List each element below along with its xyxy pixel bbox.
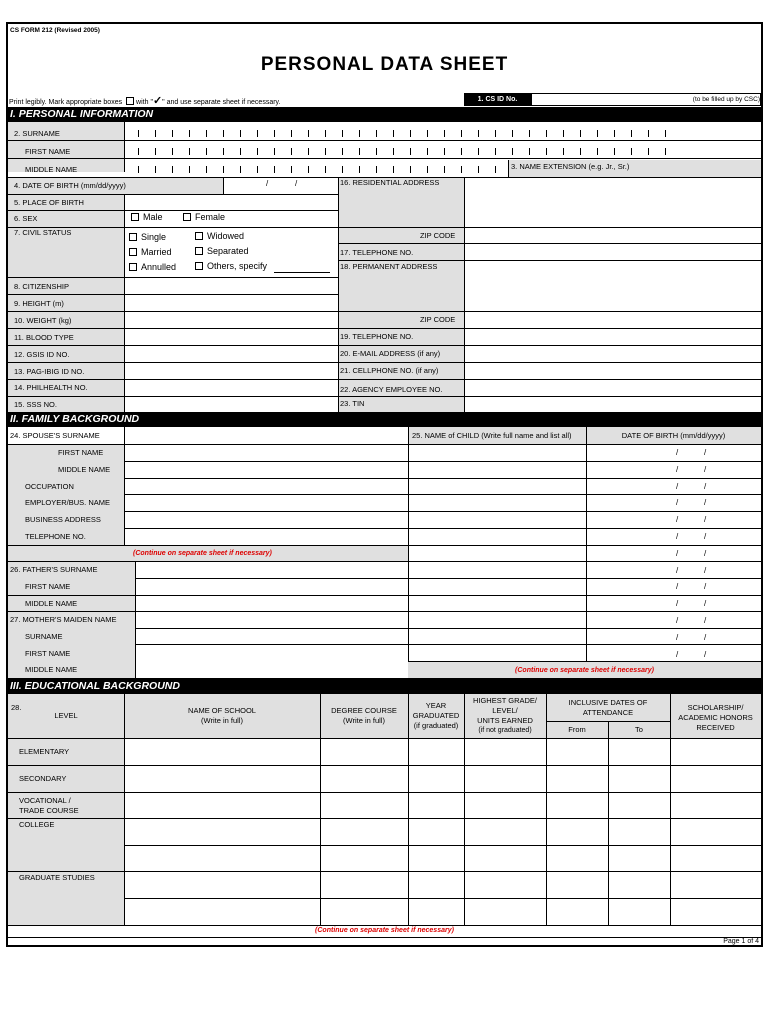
name-box-tick <box>376 130 377 137</box>
name-box-tick <box>325 130 326 137</box>
name-box-tick <box>155 148 156 155</box>
level-secondary: SECONDARY <box>19 774 67 783</box>
name-box-tick <box>427 130 428 137</box>
name-box-tick <box>274 130 275 137</box>
name-box-tick <box>512 148 513 155</box>
tin-label: 23. TIN <box>340 399 365 408</box>
checkbox-sample-icon <box>126 97 134 105</box>
mother-first-name-label: FIRST NAME <box>25 649 71 658</box>
occupation-label: OCCUPATION <box>25 482 74 491</box>
telephone-19-label: 19. TELEPHONE NO. <box>340 332 414 341</box>
scholarship-header-2: ACADEMIC HONORS <box>678 713 753 722</box>
checkbox-icon[interactable] <box>131 213 139 221</box>
name-box-tick <box>546 148 547 155</box>
name-box-tick <box>342 166 343 173</box>
degree-subheader: (Write in full) <box>343 716 385 725</box>
sss-label: 15. SSS NO. <box>14 400 57 409</box>
height-label: 9. HEIGHT (m) <box>14 299 64 308</box>
sex-male-option[interactable]: Male <box>131 213 163 222</box>
child-dob-slash: / <box>676 465 679 474</box>
civil-status-label: 7. CIVIL STATUS <box>14 228 72 237</box>
name-box-tick <box>206 130 207 137</box>
name-box-tick <box>478 166 479 173</box>
child-dob-slash: / <box>676 498 679 507</box>
name-box-tick <box>223 148 224 155</box>
name-box-tick <box>257 130 258 137</box>
name-box-tick <box>155 130 156 137</box>
child-dob-slash: / <box>704 465 707 474</box>
child-dob-slash: / <box>676 633 679 642</box>
name-box-tick <box>563 130 564 137</box>
child-dob-slash: / <box>704 515 707 524</box>
education-continue-note: (Continue on separate sheet if necessary) <box>315 927 454 934</box>
name-box-tick <box>189 130 190 137</box>
personal-data-sheet-form <box>6 22 763 947</box>
civil-others-option[interactable]: Others, specify <box>195 262 267 271</box>
spouse-continue-note: (Continue on separate sheet if necessary) <box>133 550 272 557</box>
child-dob-slash: / <box>704 633 707 642</box>
child-dob-slash: / <box>676 549 679 558</box>
civil-widowed-option[interactable]: Widowed <box>195 232 244 241</box>
name-box-tick <box>478 130 479 137</box>
level-vocational-1: VOCATIONAL / <box>19 796 71 805</box>
instruction-text: Print legibly. Mark appropriate boxes with "✓" and use separate sheet if necessary. <box>9 95 281 107</box>
agency-employee-label: 22. AGENCY EMPLOYEE NO. <box>340 385 443 394</box>
name-box-tick <box>427 166 428 173</box>
grade-header-2: LEVEL/ <box>492 706 518 715</box>
child-dob-slash: / <box>676 448 679 457</box>
civil-married-option[interactable]: Married <box>129 248 172 257</box>
level-vocational-2: TRADE COURSE <box>19 806 79 815</box>
dates-header-2: ATTENDANCE <box>582 708 634 717</box>
child-dob-slash: / <box>704 482 707 491</box>
name-box-tick <box>444 130 445 137</box>
name-box-tick <box>274 166 275 173</box>
name-box-tick <box>291 148 292 155</box>
grade-header-1: HIGHEST GRADE/ <box>472 696 538 705</box>
checkbox-icon[interactable] <box>129 248 137 256</box>
name-box-tick <box>495 166 496 173</box>
blood-type-label: 11. BLOOD TYPE <box>14 333 74 342</box>
name-box-tick <box>410 166 411 173</box>
checkbox-icon[interactable] <box>129 233 137 241</box>
child-dob-slash: / <box>676 582 679 591</box>
to-be-filled-note: (to be filled up by CSC) <box>692 96 760 103</box>
surname-label: 2. SURNAME <box>14 129 60 138</box>
name-box-tick <box>461 130 462 137</box>
name-box-tick <box>189 148 190 155</box>
name-box-tick <box>563 148 564 155</box>
name-box-tick <box>291 130 292 137</box>
year-header-1: YEAR <box>425 701 447 710</box>
name-box-tick <box>444 148 445 155</box>
employer-label: EMPLOYER/BUS. NAME <box>25 498 111 507</box>
name-box-tick <box>172 130 173 137</box>
child-dob-slash: / <box>676 650 679 659</box>
section-family-background: II. FAMILY BACKGROUND <box>8 412 761 427</box>
form-code: CS FORM 212 (Revised 2005) <box>10 27 100 34</box>
scholarship-header-3: RECEIVED <box>696 723 735 732</box>
section-personal-information: I. PERSONAL INFORMATION <box>8 107 761 122</box>
name-box-tick <box>631 130 632 137</box>
child-dob-slash: / <box>676 566 679 575</box>
child-dob-slash: / <box>676 616 679 625</box>
name-box-tick <box>189 166 190 173</box>
name-box-tick <box>410 148 411 155</box>
child-dob-slash: / <box>676 599 679 608</box>
sex-female-option[interactable]: Female <box>183 213 225 222</box>
name-box-tick <box>342 130 343 137</box>
name-box-tick <box>614 130 615 137</box>
child-dob-slash: / <box>704 498 707 507</box>
name-box-tick <box>495 130 496 137</box>
sex-label: 6. SEX <box>14 214 38 223</box>
child-dob-slash: / <box>704 448 707 457</box>
permanent-address-label: 18. PERMANENT ADDRESS <box>340 262 438 271</box>
level-header: LEVEL <box>54 711 78 720</box>
name-box-tick <box>308 130 309 137</box>
name-box-tick <box>393 130 394 137</box>
year-header-3: (if graduated) <box>413 721 459 730</box>
name-box-tick <box>376 166 377 173</box>
spouse-telephone-label: TELEPHONE NO. <box>25 532 86 541</box>
name-box-tick <box>223 130 224 137</box>
name-box-tick <box>597 148 598 155</box>
father-first-name-label: FIRST NAME <box>25 582 71 591</box>
name-box-tick <box>376 148 377 155</box>
name-box-tick <box>461 166 462 173</box>
name-box-tick <box>172 148 173 155</box>
civil-separated-option[interactable]: Separated <box>195 247 249 256</box>
child-dob-slash: / <box>676 532 679 541</box>
civil-annulled-option[interactable]: Annulled <box>129 263 176 272</box>
dob-label: 4. DATE OF BIRTH (mm/dd/yyyy) <box>14 181 126 190</box>
child-dob-slash: / <box>704 616 707 625</box>
name-box-tick <box>393 166 394 173</box>
name-box-tick <box>257 166 258 173</box>
name-box-tick <box>648 148 649 155</box>
name-box-tick <box>495 148 496 155</box>
name-box-tick <box>257 148 258 155</box>
name-box-tick <box>631 148 632 155</box>
name-box-tick <box>529 148 530 155</box>
child-dob-slash: / <box>704 566 707 575</box>
mother-middle-name-label: MIDDLE NAME <box>25 665 78 674</box>
cellphone-label: 21. CELLPHONE NO. (if any) <box>340 366 439 375</box>
name-box-tick <box>359 166 360 173</box>
checkbox-icon[interactable] <box>195 232 203 240</box>
children-continue-note: (Continue on separate sheet if necessary) <box>515 667 654 674</box>
pagibig-label: 13. PAG-IBIG ID NO. <box>14 367 85 376</box>
name-box-tick <box>580 148 581 155</box>
name-box-tick <box>461 148 462 155</box>
level-elementary: ELEMENTARY <box>19 747 70 756</box>
mother-surname-label: SURNAME <box>25 632 63 641</box>
name-box-tick <box>359 148 360 155</box>
father-middle-name-label: MIDDLE NAME <box>25 599 78 608</box>
place-of-birth-label: 5. PLACE OF BIRTH <box>14 198 84 207</box>
name-box-tick <box>665 130 666 137</box>
checkmark-icon: ✓ <box>152 95 163 107</box>
grade-header-4: (if not graduated) <box>478 727 532 734</box>
name-extension-label: 3. NAME EXTENSION (e.g. Jr., Sr.) <box>511 162 630 171</box>
checkbox-icon[interactable] <box>195 247 203 255</box>
spouse-middle-name-label: MIDDLE NAME <box>58 465 111 474</box>
grade-header-3: UNITS EARNED <box>477 716 533 725</box>
child-dob-slash: / <box>704 599 707 608</box>
name-box-tick <box>427 148 428 155</box>
child-dob-slash: / <box>704 650 707 659</box>
civil-single-option[interactable]: Single <box>129 233 166 242</box>
dates-header-1: INCLUSIVE DATES OF <box>568 698 648 707</box>
others-specify-line[interactable] <box>274 272 330 273</box>
business-address-label: BUSINESS ADDRESS <box>25 515 101 524</box>
level-graduate-studies: GRADUATE STUDIES <box>19 873 95 882</box>
from-header: From <box>568 725 586 734</box>
name-box-tick <box>665 148 666 155</box>
page-number: Page 1 of 4 <box>723 938 759 945</box>
name-box-tick <box>614 148 615 155</box>
name-box-tick <box>240 130 241 137</box>
degree-header: DEGREE COURSE <box>331 706 397 715</box>
name-box-tick <box>342 148 343 155</box>
school-subheader: (Write in full) <box>201 716 243 725</box>
level-college: COLLEGE <box>19 820 55 829</box>
checkbox-icon[interactable] <box>129 263 137 271</box>
name-box-tick <box>325 166 326 173</box>
dob-slash: / <box>266 179 269 188</box>
to-header: To <box>635 725 643 734</box>
year-header-2: GRADUATED <box>412 711 460 720</box>
name-box-tick <box>138 166 139 173</box>
residential-address-label: 16. RESIDENTIAL ADDRESS <box>340 178 440 187</box>
name-box-tick <box>393 148 394 155</box>
name-box-tick <box>155 166 156 173</box>
first-name-label: FIRST NAME <box>25 147 71 156</box>
telephone-17-label: 17. TELEPHONE NO. <box>340 248 414 257</box>
name-box-tick <box>138 130 139 137</box>
spouse-first-name-label: FIRST NAME <box>58 448 104 457</box>
scholarship-header-1: SCHOLARSHIP/ <box>687 703 744 712</box>
zip-code-2-label: ZIP CODE <box>420 315 456 324</box>
name-box-tick <box>597 130 598 137</box>
name-box-tick <box>512 130 513 137</box>
name-box-tick <box>529 130 530 137</box>
spouse-surname-label: 24. SPOUSE'S SURNAME <box>10 431 100 440</box>
name-box-tick <box>172 166 173 173</box>
name-box-tick <box>648 130 649 137</box>
name-box-tick <box>546 130 547 137</box>
school-header: NAME OF SCHOOL <box>188 706 256 715</box>
child-dob-slash: / <box>704 582 707 591</box>
dob-slash: / <box>295 179 298 188</box>
middle-name-label: MIDDLE NAME <box>25 165 78 174</box>
page-title: PERSONAL DATA SHEET <box>260 54 509 75</box>
cs-id-label: 1. CS ID No. <box>464 93 531 106</box>
child-dob-slash: / <box>676 515 679 524</box>
name-box-tick <box>308 148 309 155</box>
children-header: 25. NAME of CHILD (Write full name and list all) <box>412 431 572 440</box>
philhealth-label: 14. PHILHEALTH NO. <box>14 383 88 392</box>
citizenship-label: 8. CITIZENSHIP <box>14 282 70 291</box>
name-box-tick <box>206 166 207 173</box>
name-box-tick <box>274 148 275 155</box>
child-dob-slash: / <box>704 532 707 541</box>
name-box-tick <box>240 166 241 173</box>
name-box-tick <box>359 130 360 137</box>
name-box-tick <box>240 148 241 155</box>
child-dob-header: DATE OF BIRTH (mm/dd/yyyy) <box>621 431 726 440</box>
email-label: 20. E-MAIL ADDRESS (if any) <box>340 349 441 358</box>
name-box-tick <box>325 148 326 155</box>
gsis-label: 12. GSIS ID NO. <box>14 350 70 359</box>
name-box-tick <box>138 148 139 155</box>
name-box-tick <box>223 166 224 173</box>
education-number: 28. <box>11 703 22 712</box>
checkbox-icon[interactable] <box>183 213 191 221</box>
name-box-tick <box>478 148 479 155</box>
weight-label: 10. WEIGHT (kg) <box>14 316 72 325</box>
father-surname-label: 26. FATHER'S SURNAME <box>10 565 98 574</box>
name-box-tick <box>206 148 207 155</box>
zip-code-label: ZIP CODE <box>420 231 456 240</box>
name-box-tick <box>291 166 292 173</box>
mother-maiden-name-label: 27. MOTHER'S MAIDEN NAME <box>10 615 117 624</box>
name-box-tick <box>308 166 309 173</box>
name-box-tick <box>580 130 581 137</box>
name-box-tick <box>444 166 445 173</box>
child-dob-slash: / <box>676 482 679 491</box>
name-box-tick <box>410 130 411 137</box>
section-educational-background: III. EDUCATIONAL BACKGROUND <box>8 679 761 694</box>
child-dob-slash: / <box>704 549 707 558</box>
checkbox-icon[interactable] <box>195 262 203 270</box>
